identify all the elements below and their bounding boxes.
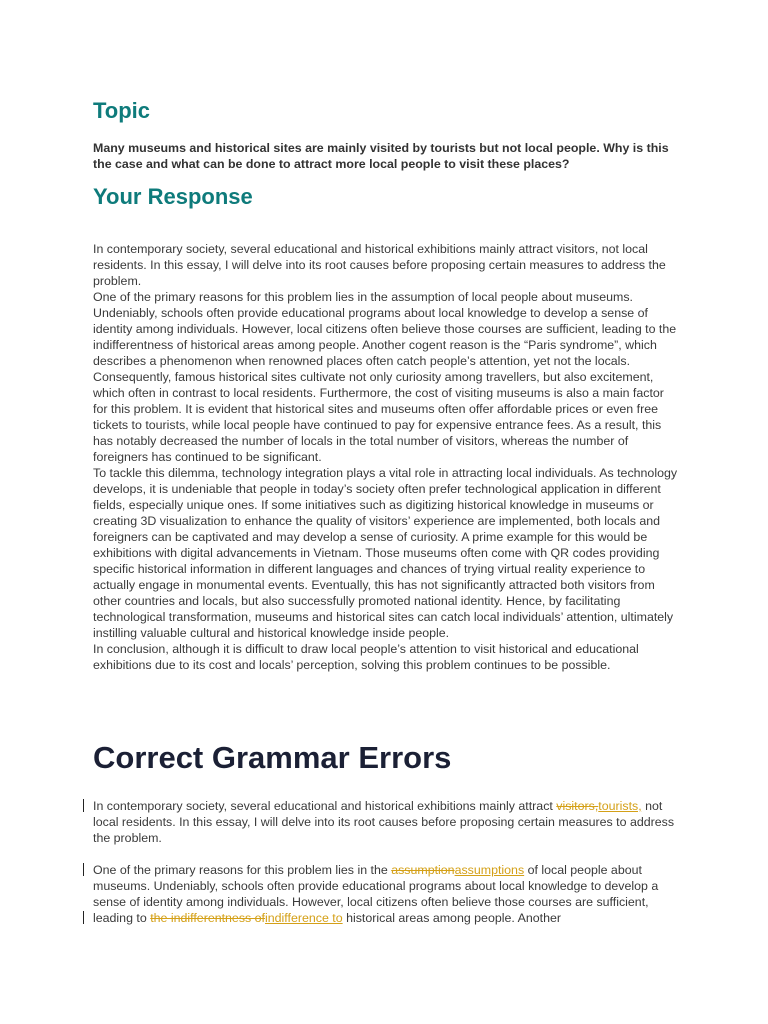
inserted-text[interactable]: indifference to [265, 911, 343, 925]
corrected-paragraph [93, 798, 678, 846]
grammar-corrections [93, 798, 678, 942]
change-marker [83, 911, 84, 924]
correction-text: One of the primary reasons for this problem lies in the [93, 863, 392, 877]
response-paragraph: To tackle this dilemma, technology integration plays a vital role in attracting local individuals. As technology develops, it is undeniable that people in today’s society often prefer technological application in different fields, especially unique ones. If some initiatives such as digitizing historical knowledge in museums or creating 3D visualization to enhance the quality of visitors’ experience are implemented, both locals and foreigners can be captivated and may develop a sense of curiosity. A prime example for this would be exhibitions with digital advancements in Vietnam. Those museums often come with QR codes providing specific historical information in different languages and chances of trying virtual reality experience to actually engage in monumental events. Eventually, this has not significantly attracted both visitors from other countries and locals, but also successfully promoted national identity. Hence, by facilitating technological transformation, museums and historical sites can catch local individuals’ attention, ultimately instilling valuable cultural and historical knowledge inside people. [93, 466, 678, 640]
topic-prompt: Many museums and historical sites are mainly visited by tourists but not local people. Why is this the case and what can be done to attract more local people to visit these places? [93, 141, 669, 171]
inserted-text[interactable]: tourists, [598, 799, 642, 813]
corrected-paragraph [93, 862, 678, 926]
deleted-text[interactable]: visitors, [556, 799, 599, 813]
change-marker [83, 863, 84, 876]
grammar-heading: Correct Grammar Errors [93, 740, 452, 775]
correction-text: of local people about museums. Undeniably, schools often provide educational programs about local knowledge to develop a sense of identity among individuals. However, local citizens often believe those courses are sufficient, leading to [93, 863, 659, 925]
correction-text: In contemporary society, several educational and historical exhibitions mainly attract [93, 799, 557, 813]
response-paragraph: In contemporary society, several educational and historical exhibitions mainly attract visitors, not local residents. In this essay, I will delve into its root causes before proposing certain measures to address the problem. [93, 242, 666, 288]
response-paragraph: In conclusion, although it is difficult to draw local people’s attention to visit historical and educational exhibitions due to its cost and locals’ perception, solving this problem continues to be possible. [93, 642, 639, 672]
deleted-text[interactable]: assumption [391, 863, 455, 877]
topic-heading: Topic [93, 98, 151, 123]
correction-text: not local residents. In this essay, I will delve into its root causes before proposing certain measures to address the problem. [93, 799, 675, 845]
response-heading: Your Response [93, 184, 253, 209]
response-paragraph: One of the primary reasons for this problem lies in the assumption of local people about museums. Undeniably, schools often provide educational programs about local knowledge to develop a sense of identity among individuals. However, local citizens often believe those courses are sufficient, leading to the indifferentness of historical areas among people. Another cogent reason is the “Paris syndrome”, which describes a phenomenon when renowned places often catch people’s attention, yet not the locals. Consequently, famous historical sites cultivate not only curiosity among travellers, but also excitement, which often in contrast to local residents. Furthermore, the cost of visiting museums is also a main factor for this problem. It is evident that historical sites and museums often offer affordable prices or even free tickets to tourists, while local people have continued to pay for expensive entrance fees. As a result, this has notably decreased the number of locals in the total number of visitors, whereas the number of foreigners has continued to be significant. [93, 290, 677, 464]
correction-text: historical areas among people. Another [342, 911, 561, 925]
deleted-text[interactable]: the indifferentness of [150, 911, 265, 925]
change-marker [83, 799, 84, 812]
inserted-text[interactable]: assumptions [454, 863, 525, 877]
response-body [93, 241, 678, 673]
